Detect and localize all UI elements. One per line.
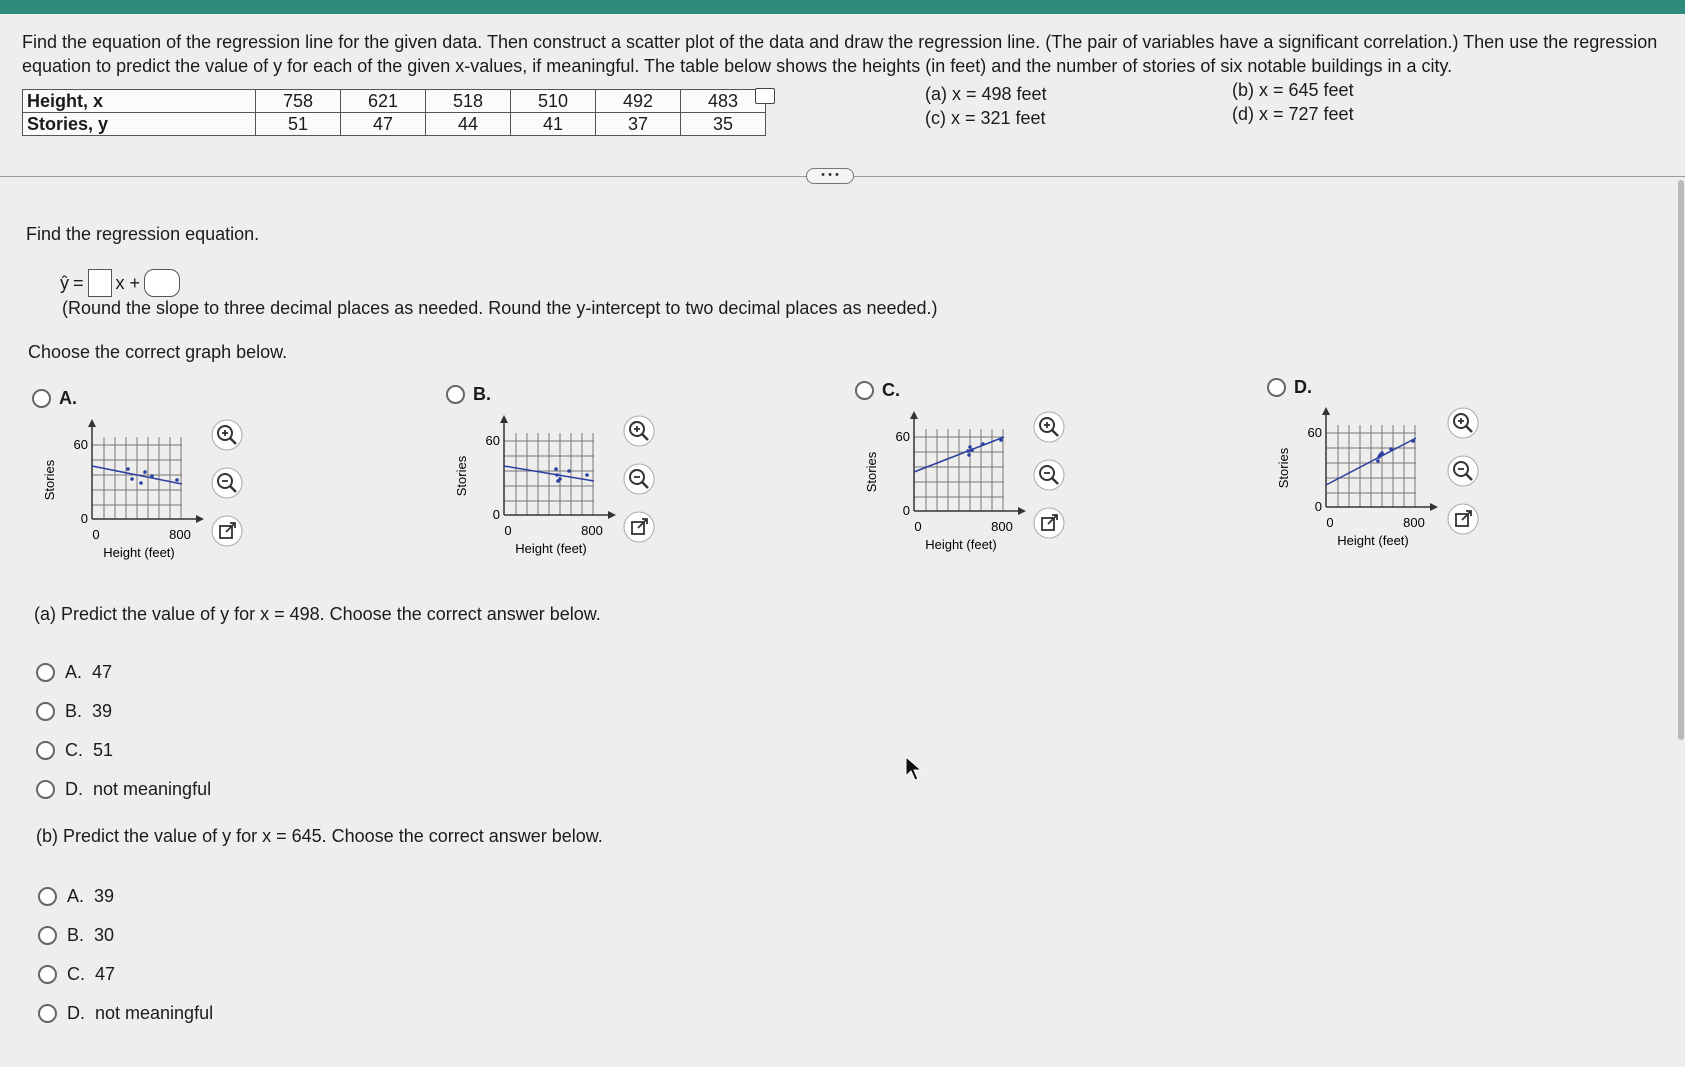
question-a-prompt: (a) Predict the value of y for x = 498. Choose the correct answer below. (34, 604, 601, 624)
y-tick-bottom: 0 (1314, 499, 1322, 514)
x-tick-left: 0 (92, 527, 100, 542)
y-tick-bottom: 0 (80, 511, 88, 526)
data-point (1376, 459, 1380, 463)
option-letter: B. (67, 925, 85, 945)
popout-icon[interactable] (622, 510, 656, 544)
data-point (966, 449, 970, 453)
zoom-out-icon[interactable] (622, 462, 656, 496)
question-b-option-c[interactable] (38, 964, 115, 985)
data-table (22, 89, 766, 136)
table-cell: 518 (426, 90, 511, 113)
mouse-cursor-icon (905, 756, 923, 782)
question-b-option-d[interactable] (38, 1003, 213, 1024)
data-point (175, 478, 179, 482)
data-point (1411, 439, 1415, 443)
part-a-value: (a) x = 498 feet (925, 84, 1047, 104)
option-letter: A. (65, 662, 83, 682)
y-axis-label: Stories (454, 455, 469, 497)
grid (92, 437, 182, 519)
x-axis-label: Height (feet) (515, 541, 587, 556)
y-tick-top: 60 (895, 429, 910, 444)
option-letter: A. (59, 388, 77, 408)
option-text: 30 (94, 925, 115, 945)
data-point (554, 467, 558, 471)
copy-table-icon[interactable] (755, 88, 775, 104)
y-tick-bottom: 0 (902, 503, 910, 518)
y-axis-label: Stories (864, 451, 879, 493)
radio-button[interactable] (36, 741, 55, 760)
option-text: not meaningful (95, 1003, 214, 1023)
equals-sign: = (73, 272, 84, 293)
x-plus-text: x + (115, 272, 141, 293)
zoom-out-icon[interactable] (210, 466, 244, 500)
x-axis-label: Height (feet) (1337, 533, 1409, 548)
data-point (558, 477, 562, 481)
data-point (555, 473, 559, 477)
regression-equation (60, 269, 180, 297)
table-cell: 621 (341, 90, 426, 113)
option-letter: B. (65, 701, 83, 721)
question-b-option-a[interactable] (38, 886, 114, 907)
y-tick-top: 60 (1307, 425, 1322, 440)
scrollbar[interactable] (1678, 180, 1684, 740)
table-cell: 492 (596, 90, 681, 113)
zoom-in-icon[interactable] (1446, 406, 1480, 440)
option-text: 39 (94, 886, 115, 906)
radio-button[interactable] (855, 381, 874, 400)
data-point (1380, 451, 1384, 455)
radio-button[interactable] (38, 965, 57, 984)
question-a-option-a[interactable] (36, 662, 112, 683)
problem-statement: Find the equation of the regression line for the given data. Then construct a scatter plot of the data and draw the regression line. (The pair of variables have a significant correlation.) Then use the regression equation to predict the value of y for each of the given x-values, if meaningful. The table below shows the heights (in feet) and the number of stories of six notable buildings in a city. (22, 32, 1658, 76)
table-row (23, 113, 766, 136)
option-text: 39 (92, 701, 113, 721)
option-letter: A. (67, 886, 85, 906)
y-tick-top: 60 (73, 437, 88, 452)
radio-button[interactable] (1267, 378, 1286, 397)
radio-button[interactable] (32, 389, 51, 408)
radio-button[interactable] (38, 926, 57, 945)
y-tick-bottom: 0 (492, 507, 500, 522)
intercept-input[interactable] (144, 269, 180, 297)
graph-option-c[interactable] (855, 380, 900, 401)
question-b-prompt: (b) Predict the value of y for x = 645. Choose the correct answer below. (36, 826, 603, 846)
table-cell: 35 (681, 113, 766, 136)
popout-icon[interactable] (1032, 506, 1066, 540)
option-text: 47 (95, 964, 116, 984)
data-point (999, 438, 1003, 442)
grid (1326, 425, 1416, 507)
y-tick-top: 60 (485, 433, 500, 448)
x-axis-label: Height (feet) (925, 537, 997, 552)
table-cell: 44 (426, 113, 511, 136)
option-letter: B. (473, 384, 491, 404)
option-letter: C. (882, 380, 900, 400)
data-point (1389, 447, 1393, 451)
x-tick-left: 0 (1326, 515, 1334, 530)
table-cell: 510 (511, 90, 596, 113)
top-accent-bar (0, 0, 1685, 14)
slope-input[interactable] (88, 269, 112, 297)
option-letter: C. (65, 740, 83, 760)
more-button[interactable]: • • • (806, 168, 854, 184)
zoom-in-icon[interactable] (1032, 410, 1066, 444)
x-tick-left: 0 (914, 519, 922, 534)
option-letter: D. (65, 779, 83, 799)
yhat-symbol: ŷ (60, 272, 69, 293)
x-tick-right: 800 (581, 523, 603, 538)
radio-button[interactable] (38, 887, 57, 906)
data-point (126, 467, 130, 471)
zoom-in-icon[interactable] (210, 418, 244, 452)
rounding-note: (Round the slope to three decimal places as needed. Round the y-intercept to two decimal places as needed.) (62, 298, 938, 318)
table-cell: 37 (596, 113, 681, 136)
row-label-height: Height, x (23, 90, 256, 113)
data-point (981, 442, 985, 446)
data-point (585, 473, 589, 477)
radio-button[interactable] (446, 385, 465, 404)
zoom-in-icon[interactable] (622, 414, 656, 448)
y-axis-label: Stories (42, 459, 57, 501)
zoom-out-icon[interactable] (1032, 458, 1066, 492)
regression-prompt: Find the regression equation. (26, 224, 260, 244)
radio-button[interactable] (36, 702, 55, 721)
question-a-option-b[interactable] (36, 701, 112, 722)
table-row (23, 90, 766, 113)
data-point (567, 469, 571, 473)
popout-icon[interactable] (210, 514, 244, 548)
option-letter: D. (67, 1003, 85, 1023)
data-point (143, 470, 147, 474)
radio-button[interactable] (38, 1004, 57, 1023)
question-b-option-b[interactable] (38, 925, 114, 946)
x-tick-right: 800 (169, 527, 191, 542)
question-a-option-d[interactable] (36, 779, 211, 800)
data-point (150, 474, 154, 478)
option-letter: C. (67, 964, 85, 984)
radio-button[interactable] (36, 780, 55, 799)
question-a-option-c[interactable] (36, 740, 113, 761)
radio-button[interactable] (36, 663, 55, 682)
table-cell: 41 (511, 113, 596, 136)
x-tick-right: 800 (1403, 515, 1425, 530)
part-b-value: (b) x = 645 feet (1232, 80, 1354, 100)
part-d-value: (d) x = 727 feet (1232, 104, 1354, 124)
option-text: 51 (93, 740, 114, 760)
graph-prompt: Choose the correct graph below. (28, 342, 288, 362)
data-point (130, 477, 134, 481)
y-axis-label: Stories (1276, 447, 1291, 489)
popout-icon[interactable] (1446, 502, 1480, 536)
table-cell: 758 (256, 90, 341, 113)
x-tick-left: 0 (504, 523, 512, 538)
data-point (139, 481, 143, 485)
x-tick-right: 800 (991, 519, 1013, 534)
part-c-value: (c) x = 321 feet (925, 108, 1046, 128)
data-point (967, 453, 971, 457)
zoom-out-icon[interactable] (1446, 454, 1480, 488)
option-letter: D. (1294, 377, 1312, 397)
table-cell: 51 (256, 113, 341, 136)
option-text: 47 (92, 662, 113, 682)
row-label-stories: Stories, y (23, 113, 256, 136)
graph-option-b[interactable] (446, 384, 491, 405)
data-point (968, 445, 972, 449)
data-point (970, 448, 974, 452)
grid (914, 429, 1004, 511)
graph-option-d[interactable] (1267, 377, 1312, 398)
x-axis-label: Height (feet) (103, 545, 175, 560)
graph-option-a[interactable] (32, 388, 77, 409)
option-text: not meaningful (93, 779, 212, 799)
table-cell: 47 (341, 113, 426, 136)
table-cell: 483 (681, 90, 766, 113)
